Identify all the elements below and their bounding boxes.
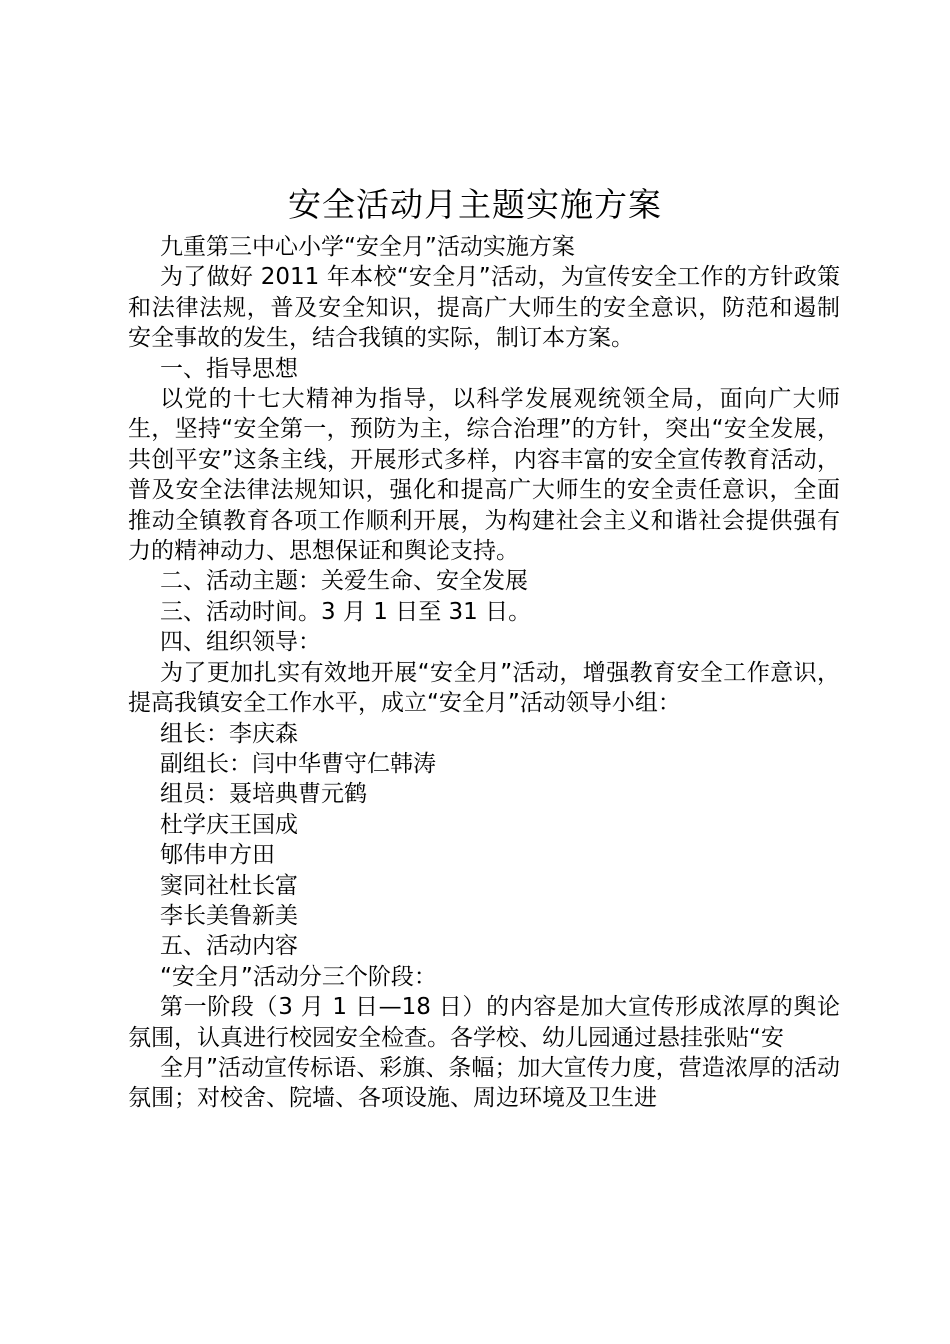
section-heading-leadership: 四、组织领导： xyxy=(160,629,321,656)
section-heading-guiding-ideology: 一、指导思想 xyxy=(160,355,298,382)
three-stages-line: “安全月”活动分三个阶段： xyxy=(160,963,437,990)
stage-one-continued-paragraph: 全月”活动宣传标语、彩旗、条幅；加大宣传力度，营造浓厚的活动氛围；对校舍、院墙、各项设施、周边环境及卫生进 xyxy=(128,1054,840,1112)
members-line: 杜学庆王国成 xyxy=(160,811,298,838)
members-line: 窦同社杜长富 xyxy=(160,872,298,899)
section-activity-time: 三、活动时间。3 月 1 日至 31 日。 xyxy=(160,598,532,625)
leader-line: 组长：李庆森 xyxy=(160,720,298,747)
guiding-ideology-paragraph: 以党的十七大精神为指导，以科学发展观统领全局，面向广大师生，坚持“安全第一，预防为主，综合治理”的方针，突出“安全发展，共创平安”这条主线，开展形式多样，内容丰富的安全宣传教育活动，普及安全法律法规知识，强化和提高广大师生的安全责任意识，全面推动全镇教育各项工作顺利开展，为构建社会主义和谐社会提供强有力的精神动力、思想保证和舆论支持。 xyxy=(128,386,840,565)
members-line: 郇伟申方田 xyxy=(160,842,275,869)
members-line: 李长美鲁新美 xyxy=(160,902,298,929)
document-body xyxy=(128,232,840,1114)
section-heading-activity-content: 五、活动内容 xyxy=(160,933,298,960)
leadership-paragraph: 为了更加扎实有效地开展“安全月”活动，增强教育安全工作意识，提高我镇安全工作水平，成立“安全月”活动领导小组： xyxy=(128,659,840,717)
deputy-leaders-line: 副组长：闫中华曹守仁韩涛 xyxy=(160,750,436,777)
school-plan-heading: 九重第三中心小学“安全月”活动实施方案 xyxy=(160,234,575,260)
section-activity-theme: 二、活动主题：关爱生命、安全发展 xyxy=(160,568,528,595)
document-title: 安全活动月主题实施方案 xyxy=(288,185,662,224)
members-line: 组员：聂培典曹元鹤 xyxy=(160,781,367,808)
intro-paragraph: 为了做好 2011 年本校“安全月”活动，为宣传安全工作的方针政策和法律法规，普及安全知识，提高广大师生的安全意识，防范和遏制安全事故的发生，结合我镇的实际，制订本方案。 xyxy=(128,264,840,352)
stage-one-paragraph: 第一阶段（3 月 1 日—18 日）的内容是加大宣传形成浓厚的舆论氛围，认真进行校园安全检查。各学校、幼儿园通过悬挂张贴“安 xyxy=(128,994,840,1051)
